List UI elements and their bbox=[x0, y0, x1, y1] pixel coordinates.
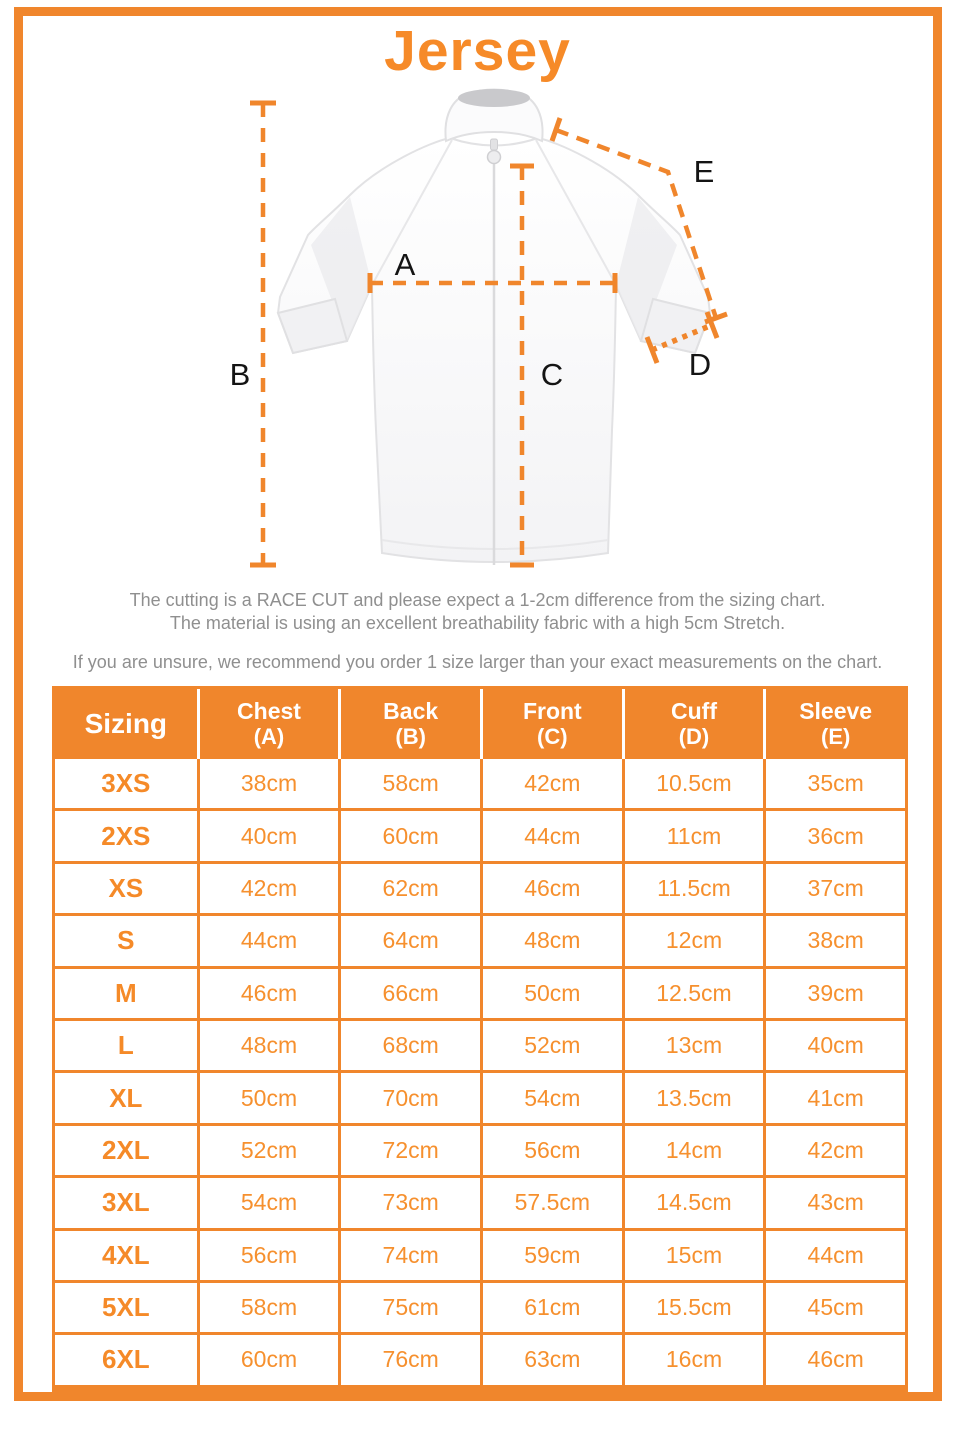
value-cell: 44cm bbox=[763, 1231, 905, 1280]
size-cell: 3XL bbox=[101, 1187, 150, 1218]
value-cell: 46cm bbox=[480, 864, 622, 913]
value-cell: 46cm bbox=[197, 969, 339, 1018]
value-cell: 13cm bbox=[622, 1021, 764, 1070]
value-cell: 43cm bbox=[763, 1178, 905, 1227]
header-sublabel: (D) bbox=[678, 724, 710, 749]
jersey-neck-opening bbox=[458, 89, 530, 107]
size-cell: S bbox=[117, 925, 135, 956]
header-sublabel: (E) bbox=[821, 724, 851, 749]
value-cell: 42cm bbox=[763, 1126, 905, 1175]
jersey-size-diagram bbox=[175, 85, 795, 595]
jersey-zipper-slider bbox=[491, 139, 498, 150]
value-cell: 41cm bbox=[763, 1073, 905, 1122]
value-cell: 70cm bbox=[338, 1073, 480, 1122]
value-cell: 68cm bbox=[338, 1021, 480, 1070]
header-label: Cuff bbox=[671, 698, 717, 724]
value-cell: 38cm bbox=[197, 759, 339, 808]
value-cell: 72cm bbox=[338, 1126, 480, 1175]
size-cell: 6XL bbox=[101, 1344, 150, 1375]
value-cell: 50cm bbox=[197, 1073, 339, 1122]
value-cell: 37cm bbox=[763, 864, 905, 913]
value-cell: 11cm bbox=[622, 811, 764, 860]
value-cell: 52cm bbox=[197, 1126, 339, 1175]
value-cell: 75cm bbox=[338, 1283, 480, 1332]
value-cell: 45cm bbox=[763, 1283, 905, 1332]
table-body bbox=[55, 759, 905, 1385]
fabric-note-line2: The material is using an excellent breathability fabric with a high 5cm Stretch. bbox=[169, 613, 786, 633]
size-cell: M bbox=[114, 977, 137, 1008]
size-cell: XS bbox=[108, 872, 144, 903]
header-cell-front bbox=[480, 689, 622, 759]
value-cell: 62cm bbox=[338, 864, 480, 913]
value-cell: 54cm bbox=[480, 1073, 622, 1122]
table-row bbox=[55, 1070, 905, 1122]
value-cell: 57.5cm bbox=[480, 1178, 622, 1227]
value-cell: 42cm bbox=[480, 759, 622, 808]
table-row bbox=[55, 1332, 905, 1384]
fabric-note-line1: The cutting is a RACE CUT and please expect a 1-2cm difference from the sizing chart. bbox=[129, 590, 826, 610]
value-cell: 59cm bbox=[480, 1231, 622, 1280]
table-row bbox=[55, 1123, 905, 1175]
table-row bbox=[55, 759, 905, 808]
fabric-note bbox=[0, 589, 955, 635]
value-cell: 12cm bbox=[622, 916, 764, 965]
table-row bbox=[55, 1228, 905, 1280]
header-label: Sizing bbox=[84, 708, 168, 739]
header-label: Chest bbox=[237, 698, 301, 724]
value-cell: 38cm bbox=[763, 916, 905, 965]
sizing-recommendation: If you are unsure, we recommend you order 1 size larger than your exact measurements on the chart. bbox=[72, 652, 883, 672]
value-cell: 58cm bbox=[197, 1283, 339, 1332]
value-cell: 56cm bbox=[480, 1126, 622, 1175]
measure-label-d: D bbox=[688, 347, 712, 382]
header-sublabel: (A) bbox=[253, 724, 285, 749]
value-cell: 50cm bbox=[480, 969, 622, 1018]
header-cell-chest bbox=[197, 689, 339, 759]
table-row bbox=[55, 1280, 905, 1332]
value-cell: 52cm bbox=[480, 1021, 622, 1070]
value-cell: 39cm bbox=[763, 969, 905, 1018]
page-title: Jersey bbox=[384, 19, 571, 83]
header-sublabel: (C) bbox=[537, 724, 568, 749]
size-cell: 2XS bbox=[101, 820, 151, 851]
value-cell: 12.5cm bbox=[622, 969, 764, 1018]
table-row bbox=[55, 1018, 905, 1070]
table-header-row bbox=[55, 689, 905, 759]
value-cell: 15.5cm bbox=[622, 1283, 764, 1332]
value-cell: 66cm bbox=[338, 969, 480, 1018]
size-cell: L bbox=[117, 1030, 134, 1061]
header-label: Sleeve bbox=[799, 698, 873, 724]
table-row bbox=[55, 966, 905, 1018]
value-cell: 10.5cm bbox=[622, 759, 764, 808]
value-cell: 73cm bbox=[338, 1178, 480, 1227]
value-cell: 61cm bbox=[480, 1283, 622, 1332]
value-cell: 76cm bbox=[338, 1335, 480, 1384]
header-cell-cuff bbox=[622, 689, 764, 759]
value-cell: 40cm bbox=[763, 1021, 905, 1070]
size-cell: XL bbox=[109, 1082, 143, 1113]
table-row bbox=[55, 913, 905, 965]
value-cell: 74cm bbox=[338, 1231, 480, 1280]
header-label: Back bbox=[383, 698, 439, 724]
header-cell-sizing bbox=[55, 689, 197, 759]
value-cell: 54cm bbox=[197, 1178, 339, 1227]
value-cell: 56cm bbox=[197, 1231, 339, 1280]
header-cell-back bbox=[338, 689, 480, 759]
jersey-illustration bbox=[278, 89, 710, 565]
size-cell: 3XS bbox=[101, 768, 151, 799]
measure-label-e: E bbox=[693, 154, 715, 189]
value-cell: 40cm bbox=[197, 811, 339, 860]
value-cell: 13.5cm bbox=[622, 1073, 764, 1122]
table-row bbox=[55, 1175, 905, 1227]
size-cell: 2XL bbox=[101, 1134, 150, 1165]
value-cell: 58cm bbox=[338, 759, 480, 808]
value-cell: 42cm bbox=[197, 864, 339, 913]
value-cell: 35cm bbox=[763, 759, 905, 808]
value-cell: 64cm bbox=[338, 916, 480, 965]
measure-label-c: C bbox=[540, 357, 564, 392]
jersey-zipper-pull bbox=[488, 151, 501, 164]
size-cell: 5XL bbox=[101, 1292, 150, 1323]
value-cell: 36cm bbox=[763, 811, 905, 860]
value-cell: 63cm bbox=[480, 1335, 622, 1384]
value-cell: 46cm bbox=[763, 1335, 905, 1384]
value-cell: 44cm bbox=[197, 916, 339, 965]
value-cell: 44cm bbox=[480, 811, 622, 860]
value-cell: 60cm bbox=[338, 811, 480, 860]
value-cell: 16cm bbox=[622, 1335, 764, 1384]
size-cell: 4XL bbox=[101, 1239, 150, 1270]
value-cell: 14.5cm bbox=[622, 1178, 764, 1227]
sizing-table bbox=[52, 686, 908, 1394]
header-cell-sleeve bbox=[763, 689, 905, 759]
value-cell: 11.5cm bbox=[622, 864, 764, 913]
measure-label-a: A bbox=[394, 247, 416, 282]
measure-label-b: B bbox=[229, 357, 251, 392]
value-cell: 14cm bbox=[622, 1126, 764, 1175]
header-label: Front bbox=[522, 698, 582, 724]
table-row bbox=[55, 808, 905, 860]
value-cell: 48cm bbox=[480, 916, 622, 965]
table-row bbox=[55, 861, 905, 913]
header-sublabel: (B) bbox=[395, 724, 426, 749]
value-cell: 60cm bbox=[197, 1335, 339, 1384]
value-cell: 15cm bbox=[622, 1231, 764, 1280]
value-cell: 48cm bbox=[197, 1021, 339, 1070]
